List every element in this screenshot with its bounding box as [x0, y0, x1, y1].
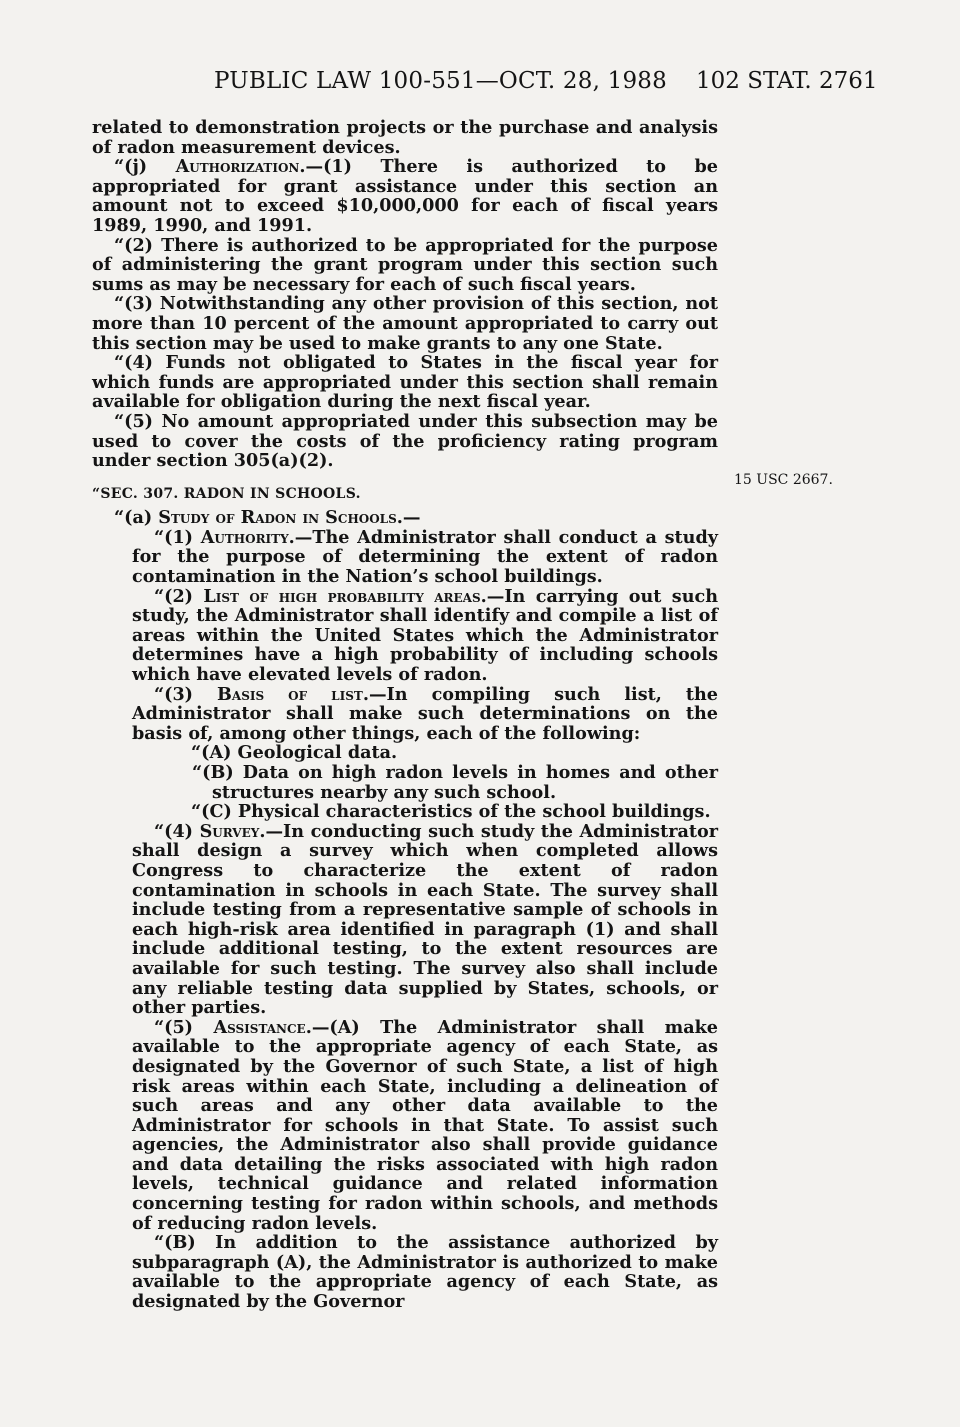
subsection-j-2: “(2) There is authorized to be appropriated for the purpose of administering the grant program under this section such sums as may be necessary for each of such fiscal years.: [92, 234, 718, 295]
paragraph-1-heading: Authority.: [200, 526, 295, 548]
subsection-j: [92, 157, 718, 235]
running-header-title: PUBLIC LAW 100-551—OCT. 28, 1988: [214, 68, 667, 94]
paragraph-3: [132, 685, 718, 744]
subsection-a-tail: —: [402, 507, 421, 529]
paragraph-4-text: —In conducting such study the Administrator shall design a survey which when completed allows Congress to characterize the extent of radon contamination in schools in each State. The survey shall include testing from a representative sample of schools in each high-risk area identified in paragraph (1) and shall include additional testing, to the extent resources are available for such testing. The survey also shall include any reliable testing data supplied by States, schools, or other parties.: [132, 820, 718, 1019]
subparagraph-C: “(C) Physical characteristics of the school buildings.: [191, 801, 711, 823]
paragraph-5-text: —(A) The Administrator shall make available to the appropriate agency of each State, as designated by the Governor of such State, a list of high risk areas within each State, including a delineation of such areas and any other data available to the Administrator for schools in that State. To assist such agencies, the Administrator also shall provide guidance and data detailing the risks associated with high radon levels, technical guidance and related information concerning testing for radon within schools, and methods of reducing radon levels.: [132, 1016, 718, 1234]
subsection-j-heading: Authorization.: [175, 156, 306, 178]
paragraph-3-lead: “(3): [154, 683, 218, 705]
subparagraph-B: “(B) Data on high radon levels in homes and other structures nearby any such school.: [192, 762, 718, 803]
continued-paragraph: related to demonstration projects or the purchase and analysis of radon measurement devices.: [92, 117, 718, 158]
subsection-j-4: “(4) Funds not obligated to States in the fiscal year for which funds are appropriated under this section shall remain available for obligation during the next fiscal year.: [92, 352, 718, 413]
paragraph-3-heading: Basis of list.: [217, 683, 369, 705]
paragraph-2-lead: “(2): [154, 585, 204, 607]
paragraph-2-heading: List of high probability areas.: [203, 585, 487, 607]
subsection-j-3: “(3) Notwithstanding any other provision of this section, not more than 10 percent of the amount appropriated to carry out this section may be used to make grants to any one State.: [92, 293, 718, 354]
subsection-j-5: “(5) No amount appropriated under this subsection may be used to cover the costs of the proficiency rating program under section 305(a)(2).: [92, 410, 718, 472]
paragraph-4-lead: “(4): [154, 820, 200, 842]
subsection-j-lead: “(j): [114, 156, 176, 178]
law-text: [92, 118, 718, 1312]
subsection-a-lead: “(a): [114, 507, 159, 529]
paragraph-2-text: —In carrying out such study, the Administrator shall identify and compile a list of areas within the United States which the Administrator determines have a high probability of including schools which have elevated levels of radon.: [132, 585, 718, 686]
page-reference: 102 STAT. 2761: [696, 68, 878, 94]
paragraph-5-heading: Assistance.: [213, 1016, 312, 1038]
paragraph-1: [132, 528, 718, 587]
subparagraph-A: “(A) Geological data.: [191, 742, 398, 764]
paragraph-5-B: “(B) In addition to the assistance authorized by subparagraph (A), the Administrator is authorized to make available to the appropriate agency of each State, as designated by the Governor: [132, 1232, 718, 1313]
subsection-j-text: —(1) There is authorized to be appropriated for grant assistance under this section an amount not to exceed $10,000,000 for each of fiscal years 1989, 1990, and 1991.: [92, 156, 718, 236]
paragraph-5: [132, 1018, 718, 1234]
paragraph-3-text: —In compiling such list, the Administrator shall make such determinations on the basis of, among other things, each of the following:: [132, 683, 718, 744]
paragraph-5-lead: “(5): [154, 1016, 214, 1038]
paragraph-4: [132, 822, 718, 1018]
paragraph-4-heading: Survey.: [199, 820, 266, 842]
paragraph-1-text: —The Administrator shall conduct a study for the purpose of determining the extent of radon contamination in the Nation’s school buildings.: [132, 526, 718, 588]
margin-citation: 15 USC 2667.: [734, 472, 833, 488]
subsection-a: [92, 508, 718, 528]
subsection-a-heading: Study of Radon in Schools.: [158, 507, 403, 529]
paragraph-2: [132, 587, 718, 685]
paragraph-1-lead: “(1): [154, 526, 201, 548]
section-heading: “SEC. 307. RADON IN SCHOOLS.: [92, 485, 361, 502]
